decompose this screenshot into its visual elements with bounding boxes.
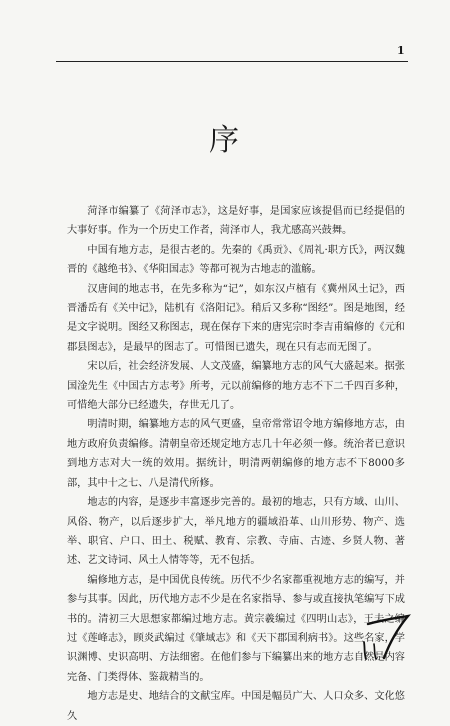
paragraph: 地志的内容，是逐步丰富逐步完善的。最初的地志，只有方域、山川、风俗、物产，以后逐步扩大，举凡地方的疆域沿革、山川形势、物产、选举、职官、户口、田土、税赋、教育、宗教、寺庙、古迹、乡贤人物、著述、艺文诗词、风土人情等等，无不包括。 bbox=[67, 497, 405, 567]
paragraph: 菏泽市编纂了《菏泽市志》，这是好事，是国家应该提倡而已经提倡的大事好事。作为一个历史工作者，菏泽市人，我尤感高兴鼓舞。 bbox=[67, 206, 405, 237]
handwritten-mark bbox=[362, 612, 414, 660]
page-number: 1 bbox=[397, 44, 405, 57]
paragraph: 中国有地方志，是很古老的。先秦的《禹贡》、《周礼·职方氏》，两汉魏晋的《越绝书》、《华阳国志》等都可视为古地志的滥觞。 bbox=[67, 244, 405, 276]
page-title: 序 bbox=[209, 123, 241, 158]
paragraph: 编修地方志，是中国优良传统。历代不少名家都重视地方志的编写，并参与其事。因此，历代地方志不少是在名家指导、参与或直接执笔编写下成书的。清初三大思想家都编过地方志。黄宗羲编过《四明山志》，王夫之编过《莲峰志》，顾炎武编过《肇域志》和《天下郡国利病书》。这些名家，学识渊博、史识高明、方法细密。在他们参与下编纂出来的地方志自然是内容完备、门类得体、鉴裁精当的。 bbox=[67, 574, 405, 683]
body-text bbox=[67, 202, 405, 726]
paragraph: 地方志是史、地结合的文献宝库。中国是幅员广大、人口众多、文化悠久 bbox=[67, 691, 405, 722]
paragraph: 汉唐间的地志书，在先多称为“记”，如东汉卢植有《冀州风土记》，西晋潘岳有《关中记》，陆机有《洛阳记》。稍后又多称“图经”。图是地图，经是文字说明。图经又称图志，现在保存下来的唐宪宗时李吉甫编修的《元和郡县图志》，是最早的图志了。可惜图已遗失，现在只有志而无图了。 bbox=[67, 283, 405, 353]
paragraph: 明清时期，编纂地方志的风气更盛，皇帝常常诏令地方编修地方志，由地方政府负责编修。清朝皇帝还规定地方志几十年必须一修。统治者已意识到地方志对大一统的效用。据统计，明清两朝编修的地方志不下8000多部，其中十之七、八是清代所修。 bbox=[67, 419, 405, 489]
paragraph: 宋以后，社会经济发展、人文茂盛，编纂地方志的风气大盛起来。据张国淦先生《中国古方志考》所考，元以前编修的地方志不下二千四百多种，可惜绝大部分已经遗失，存世无几了。 bbox=[67, 361, 405, 412]
header-rule bbox=[56, 61, 408, 62]
